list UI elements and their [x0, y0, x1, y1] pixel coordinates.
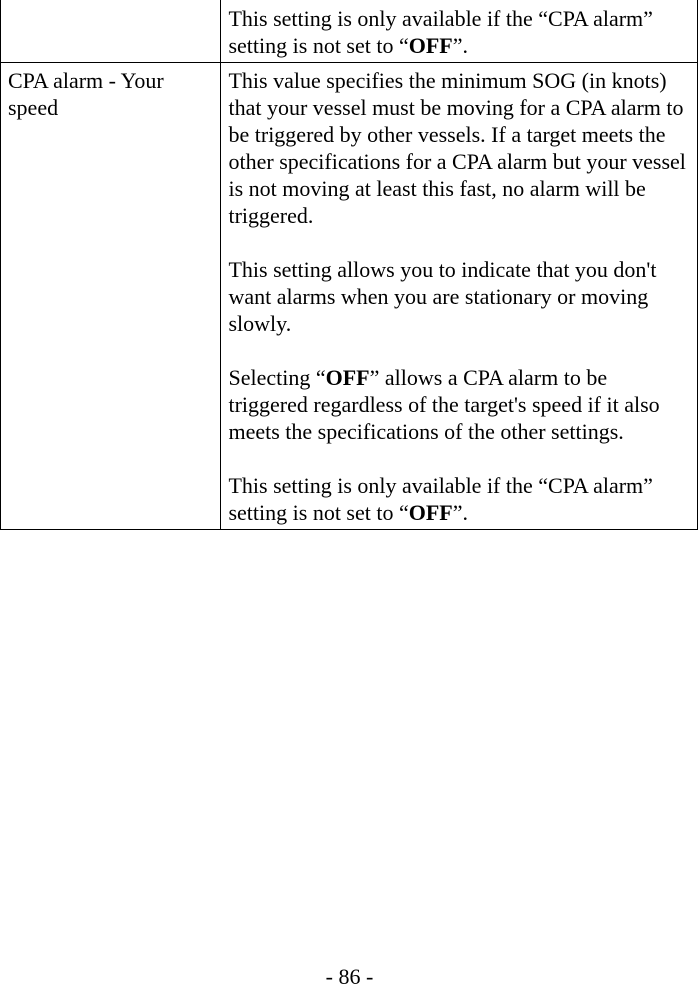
description-paragraph: This value specifies the minimum SOG (in knots) that your vessel must be moving for a CPA alarm to be triggered by other vessels. If a target meets the other specifications for a CPA alarm but your vessel is not moving at least this fast, no alarm will be triggered. [228, 68, 686, 228]
description-paragraph: This setting allows you to indicate that you don't want alarms when you are stationary or moving slowly. [228, 257, 657, 336]
off-value: OFF [408, 500, 453, 525]
description-paragraph: Selecting “OFF” allows a CPA alarm to be triggered regardless of the target's speed if it also meets the specifications of the other settings. [228, 365, 660, 444]
page-number: - 86 - [325, 964, 374, 989]
off-value: OFF [325, 365, 370, 390]
table-row [1, 0, 698, 63]
description-paragraph: This setting is only available if the “CPA alarm” setting is not set to “OFF”. [228, 473, 653, 525]
setting-name-cell [1, 0, 221, 63]
table-row [1, 63, 698, 530]
setting-name-cell: CPA alarm - Your speed [1, 63, 221, 530]
off-value: OFF [408, 33, 453, 58]
setting-description-cell [221, 63, 698, 530]
description-paragraph: This setting is only available if the “CPA alarm” setting is not set to “OFF”. [228, 6, 653, 58]
setting-description-cell [221, 0, 698, 63]
